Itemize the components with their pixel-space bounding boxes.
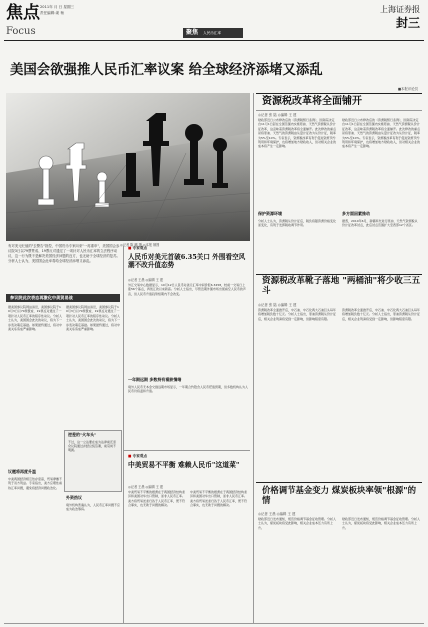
- tax-body-2: 分析人士认为，资源税从价计征后，税负将随资源价格变化而变化，有利于发挥税收调节作用。: [258, 219, 336, 228]
- trade-byline: ◎记者 王晨 ◎编辑 王 建: [128, 485, 164, 489]
- oil-body-col2: 资源税改革全面推开后，中石油、中石化两大石油巨头每年将增加税负数十亿元。分析人士指出，原油资源税从价计征后，相关企业利润将受到一定影响，但影响程度有限。: [342, 308, 420, 321]
- tax-body-3: 据悉，2010年6月，新疆率先进行原油、天然气资源税从价计征改革试点，此后试点范围扩大至西部12个省区。: [342, 219, 418, 228]
- banner-tag: [183, 28, 243, 38]
- trade-tag: [128, 454, 147, 459]
- date-line: 2011年 月 日 星期三: [40, 5, 75, 9]
- main-byline: ■本报评论员: [397, 87, 418, 91]
- side-box-body: 不过，这一立法要在成为法律前还需众议院通过并经总统签署，前景尚不明朗。: [68, 439, 117, 453]
- price-byline: ◎记者 王晨 ◎编辑 王 建: [258, 512, 296, 516]
- page-number: 封三: [395, 16, 420, 30]
- section-title: 焦点: [6, 3, 40, 23]
- left-body-col2: 据美国参议院网站消息，美国参议院于10月3日以79票赞成、19票反对通过了一项针对人民币汇率的程序性动议。分析人士认为，美国国会此次的动议，将为下一步表决奠定基础。如果最终通过，将对中美关系造成严重影响。: [66, 305, 120, 332]
- banner-tag-label: 聚焦: [186, 29, 199, 36]
- usd-byline: ◎记者 王晨 ◎编辑 王 建: [128, 278, 164, 282]
- usd-body-2: 境外人民币无本金交割远期市场显示，一年期合约隐含人民币贬值预期，但多数机构认为人民币仍将温和升值。: [128, 385, 248, 394]
- tax-body: 财政部近日公布修改后的《资源税暂行条例》，国务院决定自11月1日起在全国范围内实施原油、天然气资源税从价计征改革，这意味着资源税改革将全面铺开。此次修改的重点是将原油、天然气的资源税由从量计征改为从价计征，税率为5%至10%。专家表示，资源税改革有利于促进资源节约利用和环境保护，也将增加地方财政收入，但对相关企业的成本将产生一定影响。: [258, 118, 336, 149]
- left-heading: 参议院此次表态再激化中美贸易战: [10, 295, 73, 300]
- usd-tag-marker: ■: [128, 246, 132, 250]
- price-heading: 价格调节基金变力 煤炭板块率领"根源"的情: [262, 485, 417, 505]
- tax-subhead-2: 多方面因素推动: [342, 211, 370, 216]
- main-headline: 美国会欲强推人民币汇率议案 给全球经济添堵又添乱: [10, 62, 323, 78]
- left-subhead: 议题将再度升温: [8, 469, 36, 474]
- tax-heading: 资源税改革将全面铺开: [262, 96, 362, 107]
- left-body: 据美国参议院网站消息，美国参议院于10月3日以79票赞成、19票反对通过了一项针对人民币汇率的程序性动议。分析人士认为，美国国会此次的动议，将为下一步表决奠定基础。如果最终通过，将对中美关系造成严重影响。: [8, 305, 62, 332]
- tax-byline: ◎记者 张 陆 ◎编辑 王 建: [258, 113, 297, 117]
- tax-subhead-1: 保护资源环境: [258, 211, 282, 216]
- usd-tag: [128, 246, 147, 251]
- left-heading-bar: [6, 294, 120, 302]
- banner-sub-label: 人民币汇率: [203, 31, 222, 35]
- oil-heading: 资源税改革靴子落地 "两桶油"将少收三五斗: [262, 276, 421, 296]
- tax-body-col2: 财政部近日公布修改后的《资源税暂行条例》，国务院决定自11月1日起在全国范围内实施原油、天然气资源税从价计征改革，这意味着资源税改革将全面铺开。此次修改的重点是将原油、天然气的资源税由从量计征改为从价计征，税率为5%至10%。专家表示，资源税改革有利于促进资源节约利用和环境保护，也将增加地方财政收入，但对相关企业的成本将产生一定影响。: [342, 118, 420, 149]
- chess-photo: [6, 93, 250, 241]
- side-box-heading: 逆差的"火车头": [68, 432, 97, 437]
- mid-box-body: 境外机构普遍认为，人民币汇率问题不应成为政治筹码。: [66, 503, 120, 512]
- page-label: Focus: [6, 26, 36, 37]
- usd-body: 外汇交易中心数据显示，10月12日人民币对美元汇率中间价报6.3458，较前一交易日上涨56个基点，再创汇改以来新高。分析人士指出，尽管近期外围市场出现看空人民币的声音，但人民币升值趋势短期内不会改变。: [128, 283, 246, 296]
- trade-body-col2: 中美贸易不平衡的根源在于两国经济结构差异和美国对华出口管制，而非人民币汇率。美方将贸易逆差归咎于人民币汇率，既不符合事实，也无助于问题的解决。: [190, 490, 248, 508]
- oil-body: 资源税改革全面推开后，中石油、中石化两大石油巨头每年将增加税负数十亿元。分析人士指出，原油资源税从价计征后，相关企业利润将受到一定影响，但影响程度有限。: [258, 308, 336, 321]
- price-body-col2: 财政部近日发布通知，规范价格调节基金征收管理。分析人士认为，煤炭板块将受此影响，相关企业成本压力有所上升。: [342, 517, 420, 530]
- usd-heading: 人民币对美元首破6.35关口 外围看空风潮不改升值态势: [128, 253, 246, 269]
- paper-name: 上海证券报: [380, 5, 420, 14]
- price-body: 财政部近日发布通知，规范价格调节基金征收管理。分析人士认为，煤炭板块将受此影响，相关企业成本压力有所上升。: [258, 517, 336, 530]
- trade-body: 中美贸易不平衡的根源在于两国经济结构差异和美国对华出口管制，而非人民币汇率。美方将贸易逆差归咎于人民币汇率，既不符合事实，也无助于问题的解决。: [128, 490, 186, 508]
- side-box: [64, 430, 122, 492]
- usd-tag-label: 专家观点: [132, 246, 148, 250]
- photo-caption: ◎记者 陈 鹏 摄 ◎本报 制图: [120, 243, 160, 247]
- tax-heading-box: [256, 93, 422, 111]
- mid-box-heading: 外资热议: [66, 495, 82, 500]
- trade-heading: 中美贸易不平衡 难赖人民币"这道菜": [128, 461, 240, 469]
- left-body-2: 中美两国经济相互依存度高，贸易摩擦不利于双方利益。专家指出，美方应理性看待汇率问题，避免将经济问题政治化。: [8, 477, 62, 490]
- trade-tag-label: 专家观点: [132, 454, 148, 458]
- trade-tag-marker: ■: [128, 454, 132, 458]
- lead-text: 有对美元贬值的"去警告"指控，中国货币专家向来"一再重申"，美国国会参议院3日以79票赞成、19票反对通过了一项针对人民币汇率的立法程序动议，这一行为既不是解决美国经济问题的良方，也无助于全球经济的复苏。分析人士认为，美国国会此举将给全球经济添堵又添乱。: [8, 244, 120, 263]
- oil-byline: ◎记者 张 陆 ◎编辑 王 建: [258, 303, 297, 307]
- editor-line: 责任编辑:姜 杨: [40, 11, 64, 15]
- usd-subhead: 一年期远期 多数持有看跌情绪: [128, 377, 182, 382]
